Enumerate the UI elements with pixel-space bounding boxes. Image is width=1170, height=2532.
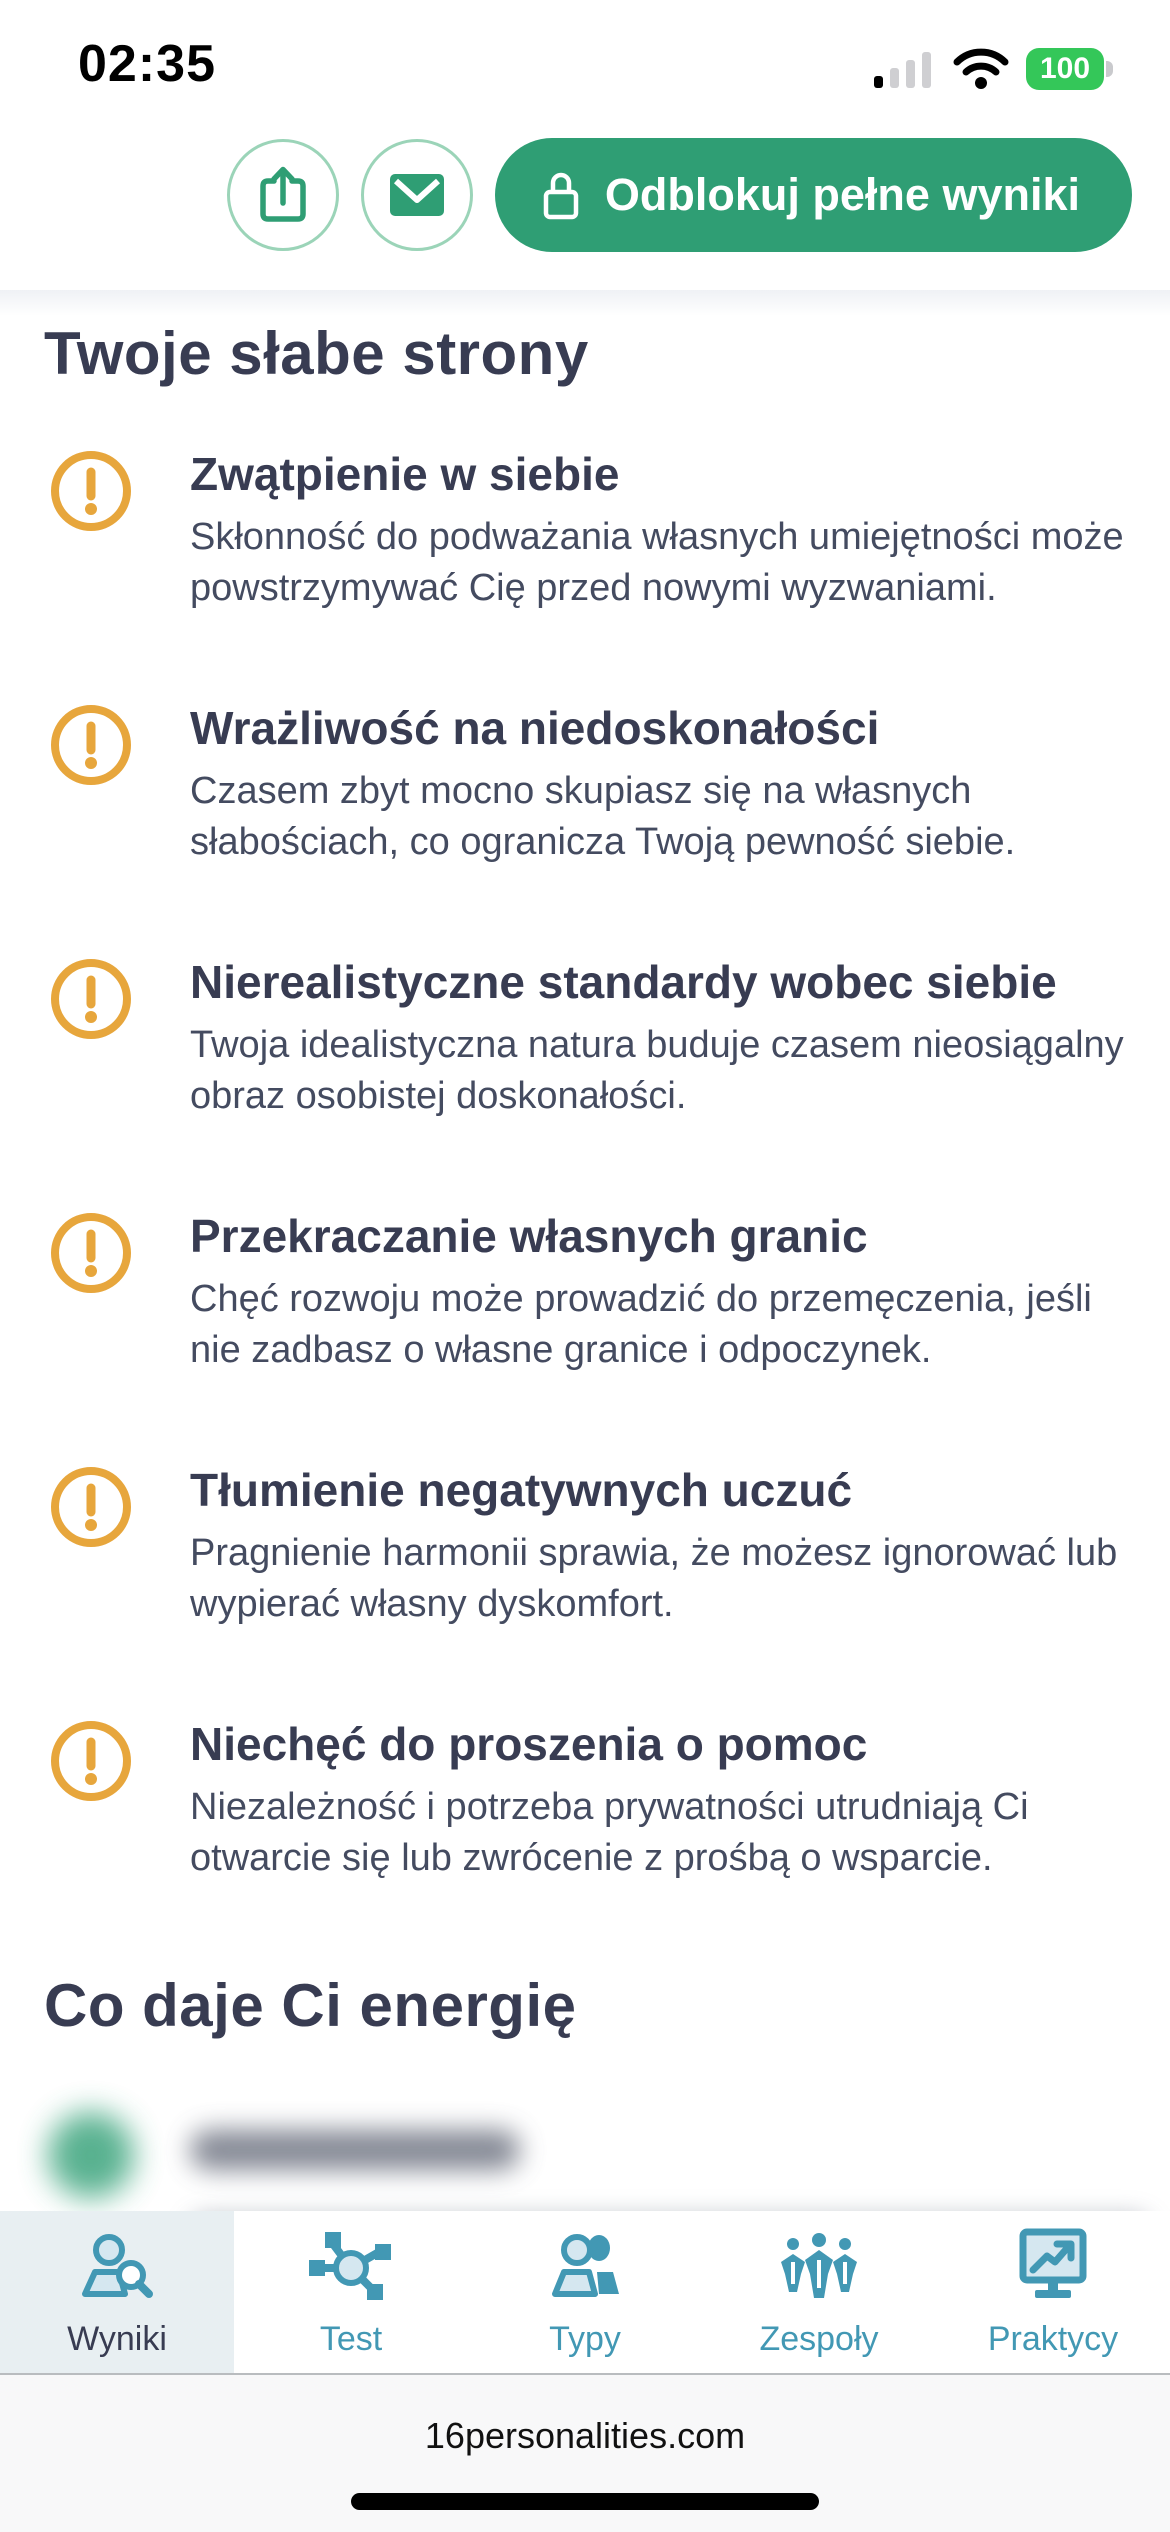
- weakness-title: Niechęć do proszenia o pomoc: [190, 1718, 868, 1770]
- weaknesses-list: [44, 446, 1126, 1884]
- weakness-title: Zwątpienie w siebie: [190, 448, 620, 500]
- weakness-item: [44, 446, 1126, 614]
- unlock-results-button[interactable]: [495, 138, 1132, 252]
- weaknesses-section-title: Twoje słabe strony: [44, 320, 589, 387]
- person-search-icon: [69, 2228, 165, 2310]
- tab-label: Zespoły: [759, 2320, 879, 2358]
- tab-zespoly[interactable]: [702, 2211, 936, 2373]
- wifi-icon: [952, 48, 1010, 90]
- warning-icon: [48, 956, 134, 1042]
- energy-section-title: Co daje Ci energię: [44, 1972, 577, 2039]
- two-people-icon: [537, 2228, 633, 2310]
- tab-label: Test: [319, 2320, 383, 2358]
- weakness-title: Wrażliwość na niedoskonałości: [190, 702, 880, 754]
- battery-indicator: [1026, 48, 1104, 90]
- tab-label: Wyniki: [67, 2320, 167, 2358]
- weakness-item: [44, 1716, 1126, 1884]
- weakness-item: [44, 954, 1126, 1122]
- warning-icon: [48, 702, 134, 788]
- blurred-title: [190, 2130, 520, 2170]
- results-toolbar: [0, 100, 1170, 290]
- warning-icon: [48, 448, 134, 534]
- weakness-description: Czasem zbyt mocno skupiasz się na własnych słabościach, co ogranicza Twoją pewność siebie.: [190, 770, 1016, 863]
- warning-icon: [48, 1210, 134, 1296]
- unlock-button-label: Odblokuj pełne wyniki: [604, 169, 1080, 220]
- weakness-item: [44, 1462, 1126, 1630]
- weakness-title: Przekraczanie własnych granic: [190, 1210, 868, 1262]
- monitor-chart-icon: [1005, 2228, 1101, 2310]
- weakness-description: Niezależność i potrzeba prywatności utrudniają Ci otwarcie się lub zwrócenie z prośbą o wsparcie.: [190, 1786, 1029, 1879]
- status-icons: [872, 48, 1104, 94]
- safari-bottom-bar: [0, 2373, 1170, 2532]
- battery-nub: [1106, 61, 1113, 77]
- header-divider: [0, 290, 1170, 316]
- weakness-text: [190, 1462, 1126, 1630]
- warning-icon: [48, 1718, 134, 1804]
- lock-icon: [539, 168, 583, 222]
- weakness-description: Pragnienie harmonii sprawia, że możesz ignorować lub wypierać własny dyskomfort.: [190, 1532, 1118, 1625]
- tab-label: Typy: [549, 2320, 621, 2358]
- weakness-text: [190, 1208, 1126, 1376]
- warning-icon: [48, 1464, 134, 1550]
- bottom-tab-bar: [0, 2211, 1170, 2373]
- mail-icon: [388, 172, 446, 218]
- weakness-text: [190, 446, 1126, 614]
- weakness-text: [190, 1716, 1126, 1884]
- weakness-title: Nierealistyczne standardy wobec siebie: [190, 956, 1057, 1008]
- tab-typy[interactable]: [468, 2211, 702, 2373]
- weakness-item: [44, 1208, 1126, 1376]
- share-icon: [255, 163, 311, 227]
- address-bar[interactable]: 16personalities.com: [424, 2415, 746, 2456]
- results-content: [0, 290, 1170, 2373]
- weakness-item: [44, 700, 1126, 868]
- weakness-text: [190, 954, 1126, 1122]
- weakness-description: Twoja idealistyczna natura buduje czasem nieosiągalny obraz osobistej doskonałości.: [190, 1024, 1124, 1117]
- blurred-check-icon: [48, 2112, 134, 2198]
- tab-wyniki[interactable]: [0, 2211, 234, 2373]
- tab-test[interactable]: [234, 2211, 468, 2373]
- status-bar: [0, 0, 1170, 100]
- team-icon: [771, 2228, 867, 2310]
- tab-praktycy[interactable]: [936, 2211, 1170, 2373]
- home-indicator[interactable]: [351, 2493, 819, 2510]
- cellular-signal-icon: [872, 48, 936, 90]
- weakness-text: [190, 700, 1126, 868]
- weakness-description: Chęć rozwoju może prowadzić do przemęczenia, jeśli nie zadbasz o własne granice i odpoczynek.: [190, 1278, 1092, 1371]
- clock: 02:35: [78, 35, 216, 93]
- email-button[interactable]: [361, 139, 473, 251]
- battery-percent: 100: [1039, 52, 1091, 85]
- network-icon: [303, 2228, 399, 2310]
- tab-label: Praktycy: [987, 2320, 1119, 2358]
- share-button[interactable]: [227, 139, 339, 251]
- weakness-description: Skłonność do podważania własnych umiejętności może powstrzymywać Cię przed nowymi wyzwaniami.: [190, 516, 1124, 609]
- weakness-title: Tłumienie negatywnych uczuć: [190, 1464, 853, 1516]
